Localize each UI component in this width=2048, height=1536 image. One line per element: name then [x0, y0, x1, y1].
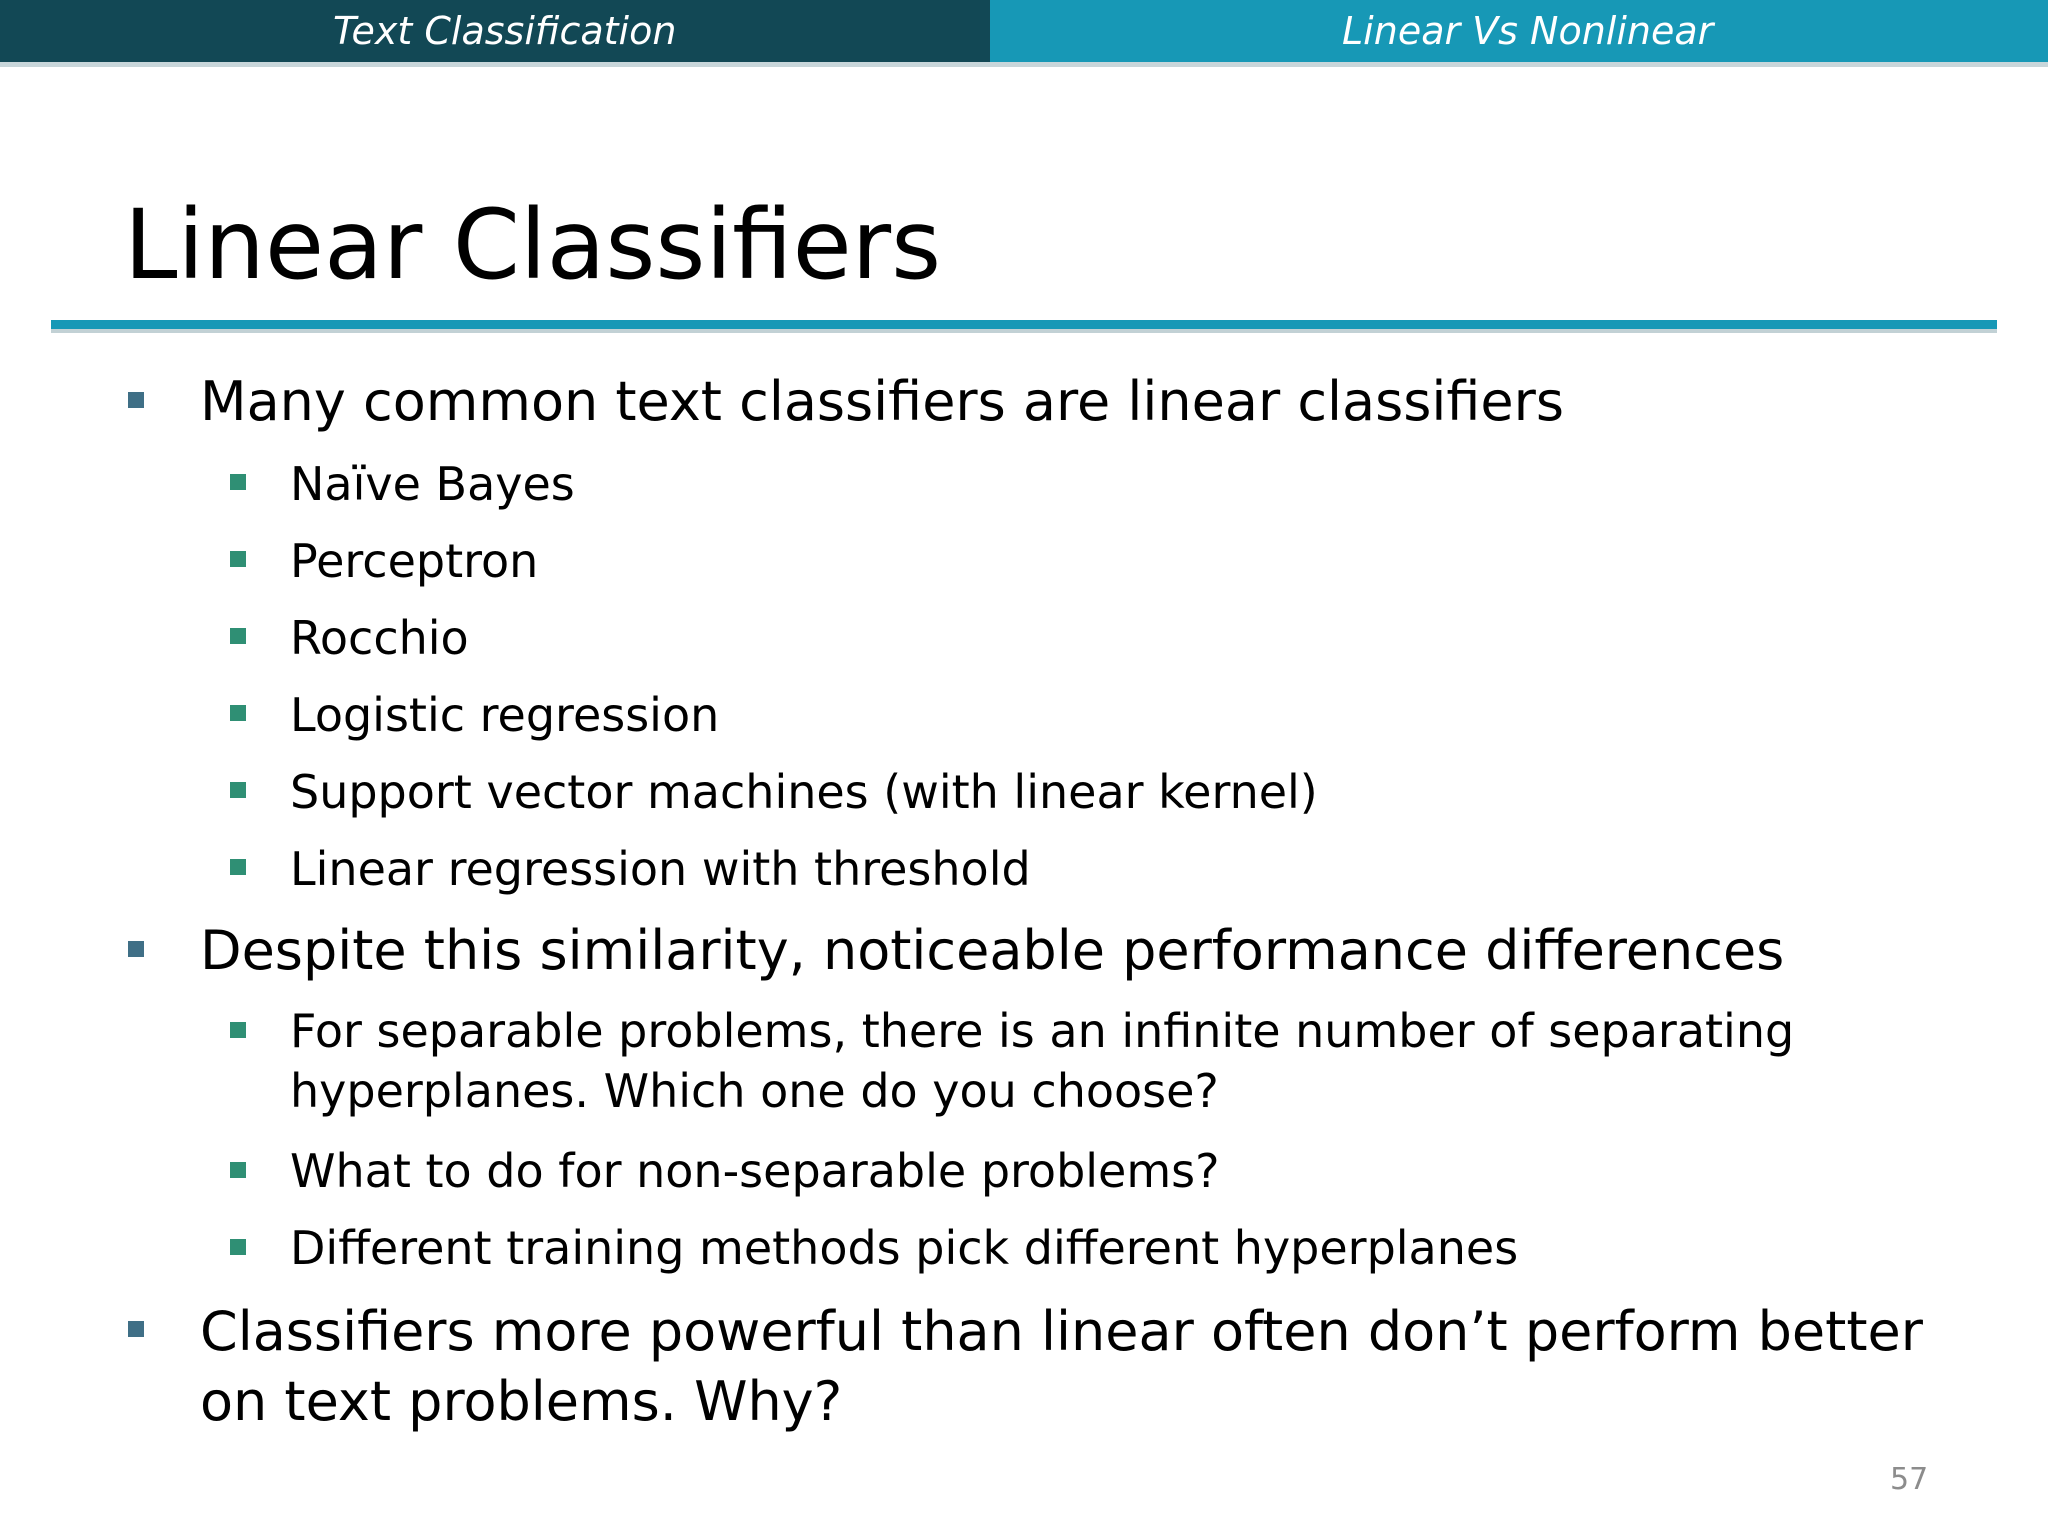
- sub-bullet-item: Perceptron: [290, 534, 539, 588]
- bullet-marker-level2: [230, 1239, 246, 1255]
- header-shadow: [0, 62, 2048, 67]
- slide-title: Linear Classifiers: [124, 189, 942, 301]
- section-tab-current: [0, 0, 990, 62]
- bullet-marker-level1: [128, 392, 144, 408]
- bullet-marker-level2: [230, 474, 246, 490]
- bullet-marker-level2: [230, 782, 246, 798]
- bullet-marker-level2: [230, 1022, 246, 1038]
- bullet-marker-level2: [230, 551, 246, 567]
- sub-bullet-item: Rocchio: [290, 611, 469, 665]
- sub-bullet-item: Logistic regression: [290, 688, 720, 742]
- subtopic-tab-label: Linear Vs Nonlinear: [1342, 9, 1714, 53]
- section-tab-label: Text Classification: [333, 9, 677, 53]
- page-number: 57: [1890, 1462, 1929, 1497]
- sub-bullet-item: For separable problems, there is an infinite number of separating hyperplanes. Which one do you choose?: [290, 1004, 1795, 1118]
- bullet-marker-level1: [128, 1321, 144, 1337]
- sub-bullet-item: What to do for non-separable problems?: [290, 1144, 1220, 1198]
- section-tab-subtopic: [990, 0, 2048, 62]
- bullet-marker-level2: [230, 628, 246, 644]
- section-header-bar: [0, 0, 2048, 62]
- bullet-marker-level2: [230, 859, 246, 875]
- bullet-marker-level2: [230, 1162, 246, 1178]
- bullet-item: Many common text classifiers are linear classifiers: [200, 370, 1564, 433]
- bullet-item: Despite this similarity, noticeable performance differences: [200, 919, 1785, 982]
- sub-bullet-item: Linear regression with threshold: [290, 842, 1031, 896]
- sub-bullet-item: Support vector machines (with linear kernel): [290, 765, 1318, 819]
- title-rule: [51, 320, 1997, 329]
- title-rule-shadow: [51, 329, 1997, 333]
- bullet-item: Classifiers more powerful than linear often don’t perform better on text problems. Why?: [200, 1300, 1923, 1433]
- sub-bullet-item: Naïve Bayes: [290, 457, 575, 511]
- bullet-marker-level2: [230, 705, 246, 721]
- bullet-marker-level1: [128, 941, 144, 957]
- sub-bullet-item: Different training methods pick different hyperplanes: [290, 1221, 1519, 1275]
